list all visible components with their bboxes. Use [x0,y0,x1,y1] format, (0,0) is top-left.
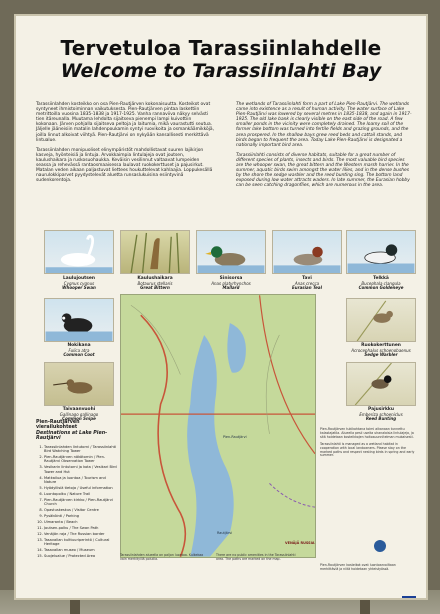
bird-name-fi: Taivaanvuohi [62,407,96,412]
caption-sedge-warbler [343,344,419,358]
destination-item: 5. Hyödyllisiä tietoja / Useful information [44,486,118,490]
bird-name-latin: Botaurus stellaris [137,280,173,286]
bird-name-latin: Fulica atra [68,347,90,353]
snipe-illustration [44,362,114,406]
caption-great-bittern [117,277,193,291]
caption-whooper-swan [41,277,117,291]
destinations-title-fi: Pien-Rautjärven vierailukohteet [36,420,80,431]
intro-en-paragraph: Tarassiinlahti consists of diverse habitats, suitable for a great number of different species of plants, insects and birds. The most valuable bird species are the whooper swan, the great bittern and the Western marsh harrier. In the summer, aquatic birds swim amongst the water lilies, and in the dense bushes by the shore the sedge warbler and the reed bunting sing. The bottom land exposed during low water attracts waders. In late summer, the Eurasian hobby can be seen catching dragonflies, which are numerous in the area. [236,152,410,189]
organization-logo [374,540,386,552]
bird-name-fi: Telkkä [373,276,389,281]
destinations-title-en: Destinations at Lake Pien-Rautjärvi [36,430,108,442]
teal-illustration [272,230,342,274]
bird-name-latin: Gallinago gallinago [59,411,99,417]
caption-common-goldeneye [343,277,419,291]
mallard-illustration [196,230,266,274]
bird-name-fi: Ruokokerttunen [361,343,401,348]
destination-item: 3. Vesikarin lintutorni ja kota / Vesikari Bird Tower and Hut [44,465,118,474]
bottom-note-3: Pien-Rautjärven kosteikot ovat luontoarvoiltaan merkittäviä ja niitä hoidetaan yhteistyössä. [320,563,396,571]
bird-name-en: Whooper Swan [62,285,96,291]
eu-flag-logo [402,596,416,600]
destination-item: 9. Pysäköinti / Parking [44,514,118,518]
intro-fi-paragraph: Tarassiinlahden monipuoliset elinympäristöt mahdollistavat suuren lajikirjon kasveja, hyönteisiä ja lintuja. Arvokkaimpia lintulajeja ovat joutsen, kaulushaikara ja ruskosuohaukka. Keväisin vesilinnut valtaavat lumpeiden seassa ja rehevässä rantaosmaaisessa laulavat ruokokerttuset ja pajusirkut. Matalan veden aikaan paljastuvat liettees houkuttelevat kahlaajia. Loppukesällä naurulokkiparvet pyydystelevät aluetta runsaslukuisina esiintyvinä sudenkorentoja. [36,147,213,184]
caption-common-coot [41,344,117,358]
bird-name-en: Common Goldeneye [358,285,404,291]
information-board [14,14,428,600]
destination-item: 8. Opastuskeskus / Visitor Centre [44,508,118,512]
bittern-illustration [120,230,190,274]
title-finnish: Tervetuloa Tarassiinlahdelle [60,36,382,60]
bird-name-latin: Emberiza schoeniclus [359,411,403,417]
bottom-note-2: There are no public amenities in the Tarassiinlahti area. The paths are marked on the map. [216,553,296,561]
map-label-russia: VENÄJÄ RUSSIA [285,541,315,545]
bottom-note-1: Tarassiinlahden alueella on paljon luontoa. Kulkekaa vain merkityillä poluilla. [120,553,204,561]
destination-item: 12. Venäjän raja / The Russian border [44,532,118,536]
caption-reed-bunting [343,408,419,422]
bird-name-latin: Acrocephalus schoenobaenus [351,347,411,353]
note-fi: Pien-Rautjärven tukikohtana toimi aikanaan tunnettu kalastajatila. Alueella pesii useita uhanalaisia lintulajeja, ja sitä hoidetaan kosteikkojen hoitosuunnitelman mukaisesti. [320,427,414,439]
bird-name-fi: Tavi [302,276,312,281]
note-en: Tarassiinlahti is managed as a wetland habitat in cooperation with local landowners. Please stay on the marked paths and respect nesting birds in spring and early summer. [320,441,415,458]
destination-item: 2. Pien-Rautjärven näkötornin / Pien-Rautjärvi Observation Tower [44,455,118,464]
bird-name-fi: Pajusirkku [368,407,394,412]
bird-name-latin: Cygnus cygnus [63,280,95,286]
map-label-lake: Pien-Rautjärvi [223,435,247,439]
destinations-list [36,445,118,559]
notes-right-column [320,428,416,461]
caption-eurasian-teal [269,277,345,291]
destination-item: 6. Luontopolku / Nature Trail [44,492,118,496]
destination-item: 7. Pien-Rautjärven kirkko / Pien-Rautjärvi Church [44,498,118,507]
bird-name-en: Mallard [222,285,240,291]
destination-item: 4. Matkailua ja luontoa / Tourism and Nature [44,476,118,485]
destination-item: 10. Uimaranta / Beach [44,520,118,524]
bird-name-fi: Laulujoutsen [63,276,95,281]
map-label-rautjarvi: Rautjärvi [217,531,233,535]
bird-name-latin: Anas crecca [294,280,320,286]
destinations-legend [36,420,118,560]
intro-en-paragraph: The wetlands of Tarassiinlahti form a part of Lake Pien-Rautjärvi. The wetlands came into existence as a result of human activity. The water surface of Lake Pien-Rautjärvi was lowered by several metres in 1835-1838, and again in 1917-1925. The old lake bank is clearly visible on the east side of the road. A few smaller ponds in the vicinity were completely drained. The loamy soil of the former lake bottom was turned into fertile fields and grazing grounds, and the area prospered. In the shallow bays grew reed beds and cattail stands, and birds began to frequent the area. Today Lake Pien-Rautjärvi is designated a nationally important bird area. [236,102,412,148]
destination-item: 15. Suojelualue / Protected Area [44,554,118,558]
intro-fi-paragraph: Tarassiinlahden kosteikko on osa Pien-Rautjärven kokonaisuutta. Kosteikot ovat syntyneet ihmistoiminnan vaikutuksesta. Pien-Rautjärven pintaa laskettiin metrittoilla vuosina 1835-1838 ja 1917-1925. Vanha rannaviiva näkyy selvästi tien itäreunalla. Muutama lehdolta sijaitseva pienempi lampi kuivottiin kokonaan. Järven pohjalla sijaitseva peltoja ja laitumia, mikä vaurastutti seutua. Jäljelle jääneisiin matalin lahdenpoukamin syntyi ruovikoita ja osmankäämikköjä, joilla linnut alkoivat viihtyä. Pien-Rautjärvi on nykyään kansallisesti merkittävä lintualue. [36,102,215,143]
destination-item: 13. Tasavallan kulttuuriperintö / Cultural Heritage [44,538,118,547]
title-english: Welcome to Tarassiinlahti Bay [60,60,382,82]
bird-name-en: Eurasian Teal [292,285,322,291]
bird-name-en: Common Snipe [62,416,96,422]
bird-name-fi: Sinisorsa [219,276,243,281]
bird-name-en: Reed Bunting [365,416,397,422]
swan-illustration [44,230,114,274]
destinations-title [36,420,118,442]
coot-illustration [44,298,114,342]
bird-name-latin: Anas platyrhynchos [211,280,251,286]
bird-name-fi: Kaulushaikara [137,276,173,281]
goldeneye-illustration [346,230,416,274]
intro-english [236,102,412,194]
reed-bunting-illustration [346,362,416,406]
destination-item: 11. Joutsen-polku / The Swan Path [44,526,118,530]
bird-name-en: Common Coot [63,352,95,358]
caption-mallard [193,277,269,291]
bird-name-latin: Bucephala clangula [361,280,401,286]
sedge-warbler-illustration [346,298,416,342]
destination-item: 14. Tasavallan museo / Museum [44,548,118,552]
area-map [120,294,316,558]
bird-name-fi: Nokikana [67,343,91,348]
bird-name-en: Great Bittern [140,285,170,291]
destination-item: 1. Tarassiinlahden lintutorni / Tarassiinlahti Bird Watching Tower [44,445,118,454]
bird-name-en: Sedge Warbler [364,352,398,358]
intro-finnish [36,102,214,188]
